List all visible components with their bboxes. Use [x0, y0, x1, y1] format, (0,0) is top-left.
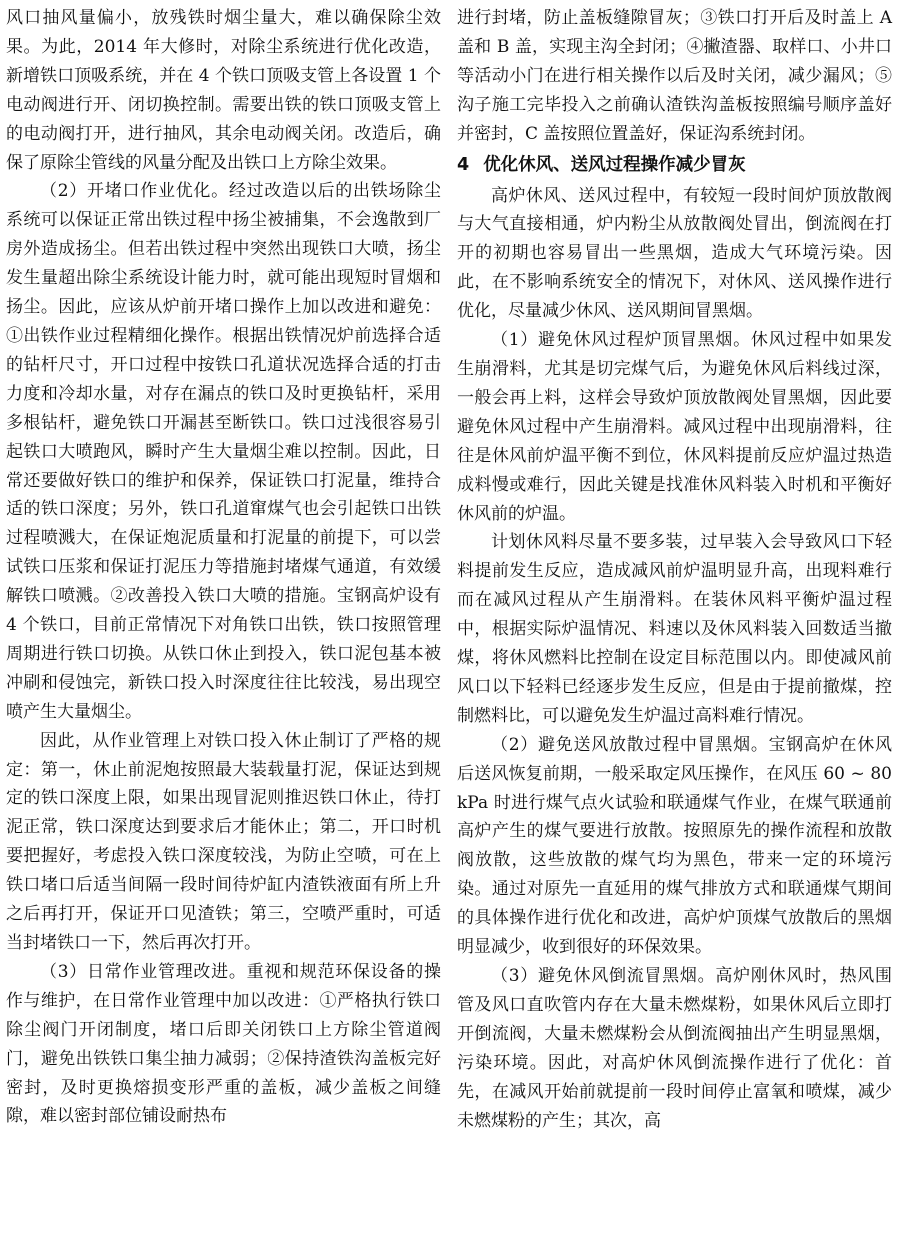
paragraph-taphole-operation: （2）开堵口作业优化。经过改造以后的出铁场除尘系统可以保证正常出铁过程中扬尘被捕集，不会逸散到厂房外造成扬尘。但若出铁过程中突然出现铁口大喷，扬尘发生量超出除尘系统设计能力时，就可能出现短时冒烟和扬尘。因此，应该从炉前开堵口操作上加以改进和避免：①出铁作业过程精细化操作。根据出铁情况炉前选择合适的钻杆尺寸，开口过程中按铁口孔道状况选择合适的打击力度和冷却水量，对存在漏点的铁口及时更换钻杆，采用多根钻杆，避免铁口开漏甚至断铁口。铁口过浅很容易引起铁口大喷跑风，瞬时产生大量烟尘难以控制。因此，日常还要做好铁口的维护和保养，保证铁口打泥量，维持合适的铁口深度；另外，铁口孔道窜煤气也会引起铁口出铁过程喷溅大，在保证炮泥质量和打泥量的前提下，可以尝试铁口压浆和保证打泥压力等措施封堵煤气通道，有效缓解铁口喷溅。②改善投入铁口大喷的措施。宝钢高炉设有 4 个铁口，目前正常情况下对角铁口出铁，铁口按照管理周期进行铁口切换。从铁口休止到投入，铁口泥包基本被冲刷和侵蚀完，新铁口投入时深度往往比较浅，易出现空喷产生大量烟尘。 — [6, 181, 441, 722]
paragraph-daily-management: （3）日常作业管理改进。重视和规范环保设备的操作与维护，在日常作业管理中加以改进：①严格执行铁口除尘阀门开闭制度，堵口后即关闭铁口上方除尘管道阀门，避免出铁铁口集尘抽力减弱；②保持渣铁沟盖板完好密封，及时更换熔损变形严重的盖板，减少盖板之间缝隙，难以密封部位铺设耐热布 — [6, 961, 441, 1127]
paragraph-taphole-rules: 因此，从作业管理上对铁口投入休止制订了严格的规定：第一，休止前泥炮按照最大装载量打泥，保证达到规定的铁口深度上限，如果出现冒泥则推迟铁口休止，待打泥正常，铁口深度达到要求后才能休止；第二，开口时机要把握好，考虑投入铁口深度较浅，为防止空喷，可在上铁口堵口后适当间隔一段时间待炉缸内渣铁液面有所上升之后再打开，保证开口见渣铁；第三，空喷严重时，可适当封堵铁口一下，然后再次打开。 — [6, 730, 441, 953]
paragraph-blowing-intro: 高炉休风、送风过程中，有较短一段时间炉顶放散阀与大气直接相通，炉内粉尘从放散阀处冒出，倒流阀在打开的初期也容易冒出一些黑烟，造成大气环境污染。因此，在不影响系统安全的情况下，对休风、送风操作进行优化，尽量减少休风、送风期间冒黑烟。 — [457, 185, 892, 322]
section-title: 优化休风、送风过程操作减少冒灰 — [483, 154, 746, 175]
paragraph-cover-sealing: 进行封堵，防止盖板缝隙冒灰；③铁口打开后及时盖上 A 盖和 B 盖，实现主沟全封闭；④撇渣器、取样口、小井口等活动小门在进行相关操作以后及时关闭，减少漏风；⑤沟子施工完毕投入之前确认渣铁沟盖板按照编号顺序盖好并密封，C 盖按照位置盖好，保证沟系统封闭。 — [457, 8, 892, 144]
paragraph-backdraft-smoke: （3）避免休风倒流冒黑烟。高炉刚休风时，热风围管及风口直吹管内存在大量未燃煤粉，如果休风后立即打开倒流阀，大量未燃煤粉会从倒流阀抽出产生明显黑烟，污染环境。因此，对高炉休风倒流操作进行了优化：首先，在减风开始前就提前一段时间停止富氧和喷煤，减少未燃煤粉的产生；其次，高 — [457, 966, 892, 1131]
paragraph-blowin-venting: （2）避免送风放散过程中冒黑烟。宝钢高炉在休风后送风恢复前期，一般采取定风压操作，在风压 60 ~ 80kPa 时进行煤气点火试验和联通煤气作业，在煤气联通前高炉产生的煤气要进行放散。按照原先的操作流程和放散阀放散，这些放散的煤气均为黑色，带来一定的环境污染。通过对原先一直延用的煤气排放方式和联通煤气期间的具体操作进行优化和改进，高炉炉顶煤气放散后的黑烟明显减少，收到很好的环保效果。 — [457, 734, 892, 958]
section-number: 4 — [457, 154, 470, 175]
paragraph-dust-system-retrofit: 风口抽风量偏小，放残铁时烟尘量大，难以确保除尘效果。为此，2014 年大修时，对除尘系统进行优化改造，新增铁口顶吸系统，并在 4 个铁口顶吸支管上各设置 1 个电动阀进行开、闭切换控制。需要出铁的铁口顶吸支管上的电动阀打开，进行抽风，其余电动阀关闭。改造后，确保了原除尘管线的风量分配及出铁口上方除尘效果。 — [6, 8, 441, 173]
paragraph-blowdown-top-smoke: （1）避免休风过程炉顶冒黑烟。休风过程中如果发生崩滑料，尤其是切完煤气后，为避免休风后料线过深，一般会再上料，这样会导致炉顶放散阀处冒黑烟，因此要避免休风过程中产生崩滑料。减风过程中出现崩滑料，往往是休风前炉温平衡不到位，休风料提前反应炉温过热造成料慢或难行，因此关键是找准休风料装入时机和平衡好休风前的炉温。 — [457, 330, 892, 524]
paragraph-blowdown-charge: 计划休风料尽量不要多装，过早装入会导致风口下轻料提前发生反应，造成减风前炉温明显升高，出现料难行而在减风过程从产生崩滑料。在装休风料平衡炉温过程中，根据实际炉温情况、料速以及休风料装入回数适当撤煤，将休风燃料比控制在设定目标范围以内。即使减风前风口以下轻料已经逐步发生反应，但是由于提前撤煤，控制燃料比，可以避免发生炉温过高料难行情况。 — [457, 532, 892, 726]
section-heading — [457, 151, 892, 180]
left-column — [6, 4, 441, 1257]
right-column — [457, 4, 892, 1257]
